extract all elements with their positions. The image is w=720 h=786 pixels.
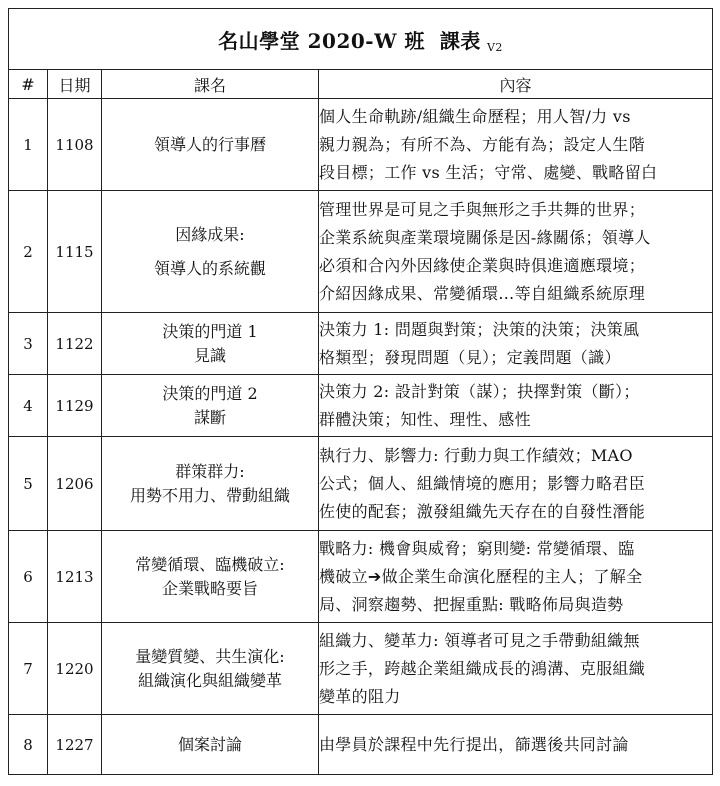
course-name-line: 常變循環、臨機破立:: [135, 554, 285, 574]
content-line: 格類型；發現問題（見）；定義問題（識）: [319, 347, 621, 367]
content-line: 戰略力: 機會與威脅；窮則變: 常變循環、臨: [319, 538, 635, 558]
content-line: 由學員於課程中先行提出，篩選後共同討論: [319, 734, 629, 754]
content-line: 企業系統與產業環境關係是因-緣關係；領導人: [319, 227, 651, 247]
table-row: [9, 531, 713, 623]
row-date: 1213: [48, 531, 102, 623]
table-row: [9, 375, 713, 437]
course-name-line: 決策的門道 2: [162, 383, 258, 403]
title-text: 名山學堂 2020-W 班 課表: [218, 28, 481, 53]
content-line: 公式；個人、組織情境的應用；影響力略君臣: [319, 473, 646, 493]
header-course: 課名: [102, 70, 319, 99]
course-name: [102, 715, 319, 775]
course-name: [102, 191, 319, 313]
row-number: 1: [9, 99, 48, 191]
course-content: [319, 99, 713, 191]
header-date: 日期: [48, 70, 102, 99]
row-date: 1220: [48, 623, 102, 715]
course-name-line: 決策的門道 1: [162, 321, 258, 341]
row-date: 1227: [48, 715, 102, 775]
row-number: 3: [9, 313, 48, 375]
schedule-table: [8, 8, 713, 775]
row-number: 4: [9, 375, 48, 437]
row-number: 5: [9, 437, 48, 531]
table-row: [9, 623, 713, 715]
content-line: 段目標；工作 vs 生活；守常、處變、戰略留白: [319, 162, 658, 182]
content-line: 個人生命軌跡/組織生命歷程；用人智/力 vs: [319, 106, 631, 126]
version-label: V2: [486, 40, 503, 54]
course-content: [319, 531, 713, 623]
course-name-line: 企業戰略要旨: [161, 578, 258, 598]
course-name: [102, 375, 319, 437]
course-name-line: 領導人的系統觀: [153, 258, 266, 278]
course-name-line: 見識: [193, 345, 226, 365]
row-date: 1206: [48, 437, 102, 531]
course-content: [319, 313, 713, 375]
course-name-line: 領導人的行事曆: [153, 134, 266, 154]
content-line: 必須和合內外因緣使企業與時俱進適應環境；: [319, 255, 646, 275]
title-row: [9, 9, 713, 70]
content-line: 局、洞察趨勢、把握重點: 戰略佈局與造勢: [319, 594, 624, 614]
content-line: 執行力、影響力: 行動力與工作績效；MAO: [319, 445, 633, 465]
content-line: 決策力 1: 問題與對策；決策的決策；決策風: [319, 319, 640, 339]
course-content: [319, 623, 713, 715]
course-name: [102, 99, 319, 191]
content-line: 佐使的配套；激發組織先天存在的自發性潛能: [319, 501, 646, 521]
row-number: 6: [9, 531, 48, 623]
header-num: #: [9, 70, 48, 99]
course-name-line: 謀斷: [193, 407, 226, 427]
course-content: [319, 191, 713, 313]
table-row: [9, 437, 713, 531]
content-line: 形之手，跨越企業組織成長的鴻溝、克服組織: [319, 658, 646, 678]
row-number: 8: [9, 715, 48, 775]
schedule-body: [9, 99, 713, 775]
course-content: [319, 715, 713, 775]
course-name-line: 群策群力:: [175, 461, 245, 481]
course-name: [102, 623, 319, 715]
course-content: [319, 375, 713, 437]
content-line: 變革的阻力: [319, 686, 401, 706]
table-row: [9, 715, 713, 775]
course-name-line: 量變質變、共生演化:: [135, 646, 285, 666]
content-line: 管理世界是可見之手與無形之手共舞的世界；: [319, 199, 646, 219]
course-name: [102, 531, 319, 623]
course-name-line: 組織演化與組織變革: [137, 670, 282, 690]
content-line: 介紹因緣成果、常變循環…等自組織系統原理: [319, 283, 646, 303]
table-row: [9, 99, 713, 191]
row-number: 2: [9, 191, 48, 313]
row-date: 1108: [48, 99, 102, 191]
content-line: 群體決策；知性、理性、感性: [319, 409, 531, 429]
header-content: 內容: [319, 70, 713, 99]
course-content: [319, 437, 713, 531]
course-name-line: 個案討論: [177, 734, 242, 754]
content-line: 組織力、變革力: 領導者可見之手帶動組織無: [319, 630, 640, 650]
row-date: 1115: [48, 191, 102, 313]
course-name-line: 因緣成果:: [175, 224, 245, 244]
page-title: [9, 9, 713, 70]
row-date: 1129: [48, 375, 102, 437]
header-row: [9, 70, 713, 99]
row-date: 1122: [48, 313, 102, 375]
course-name: [102, 313, 319, 375]
content-line: 機破立➔做企業生命演化歷程的主人；了解全: [319, 566, 643, 586]
table-row: [9, 191, 713, 313]
course-name-line: 用勢不用力、帶動組織: [129, 485, 290, 505]
table-row: [9, 313, 713, 375]
row-number: 7: [9, 623, 48, 715]
content-line: 決策力 2: 設計對策（謀）；抉擇對策（斷）；: [319, 381, 640, 401]
content-line: 親力親為；有所不為、方能有為；設定人生階: [319, 134, 646, 154]
course-name: [102, 437, 319, 531]
